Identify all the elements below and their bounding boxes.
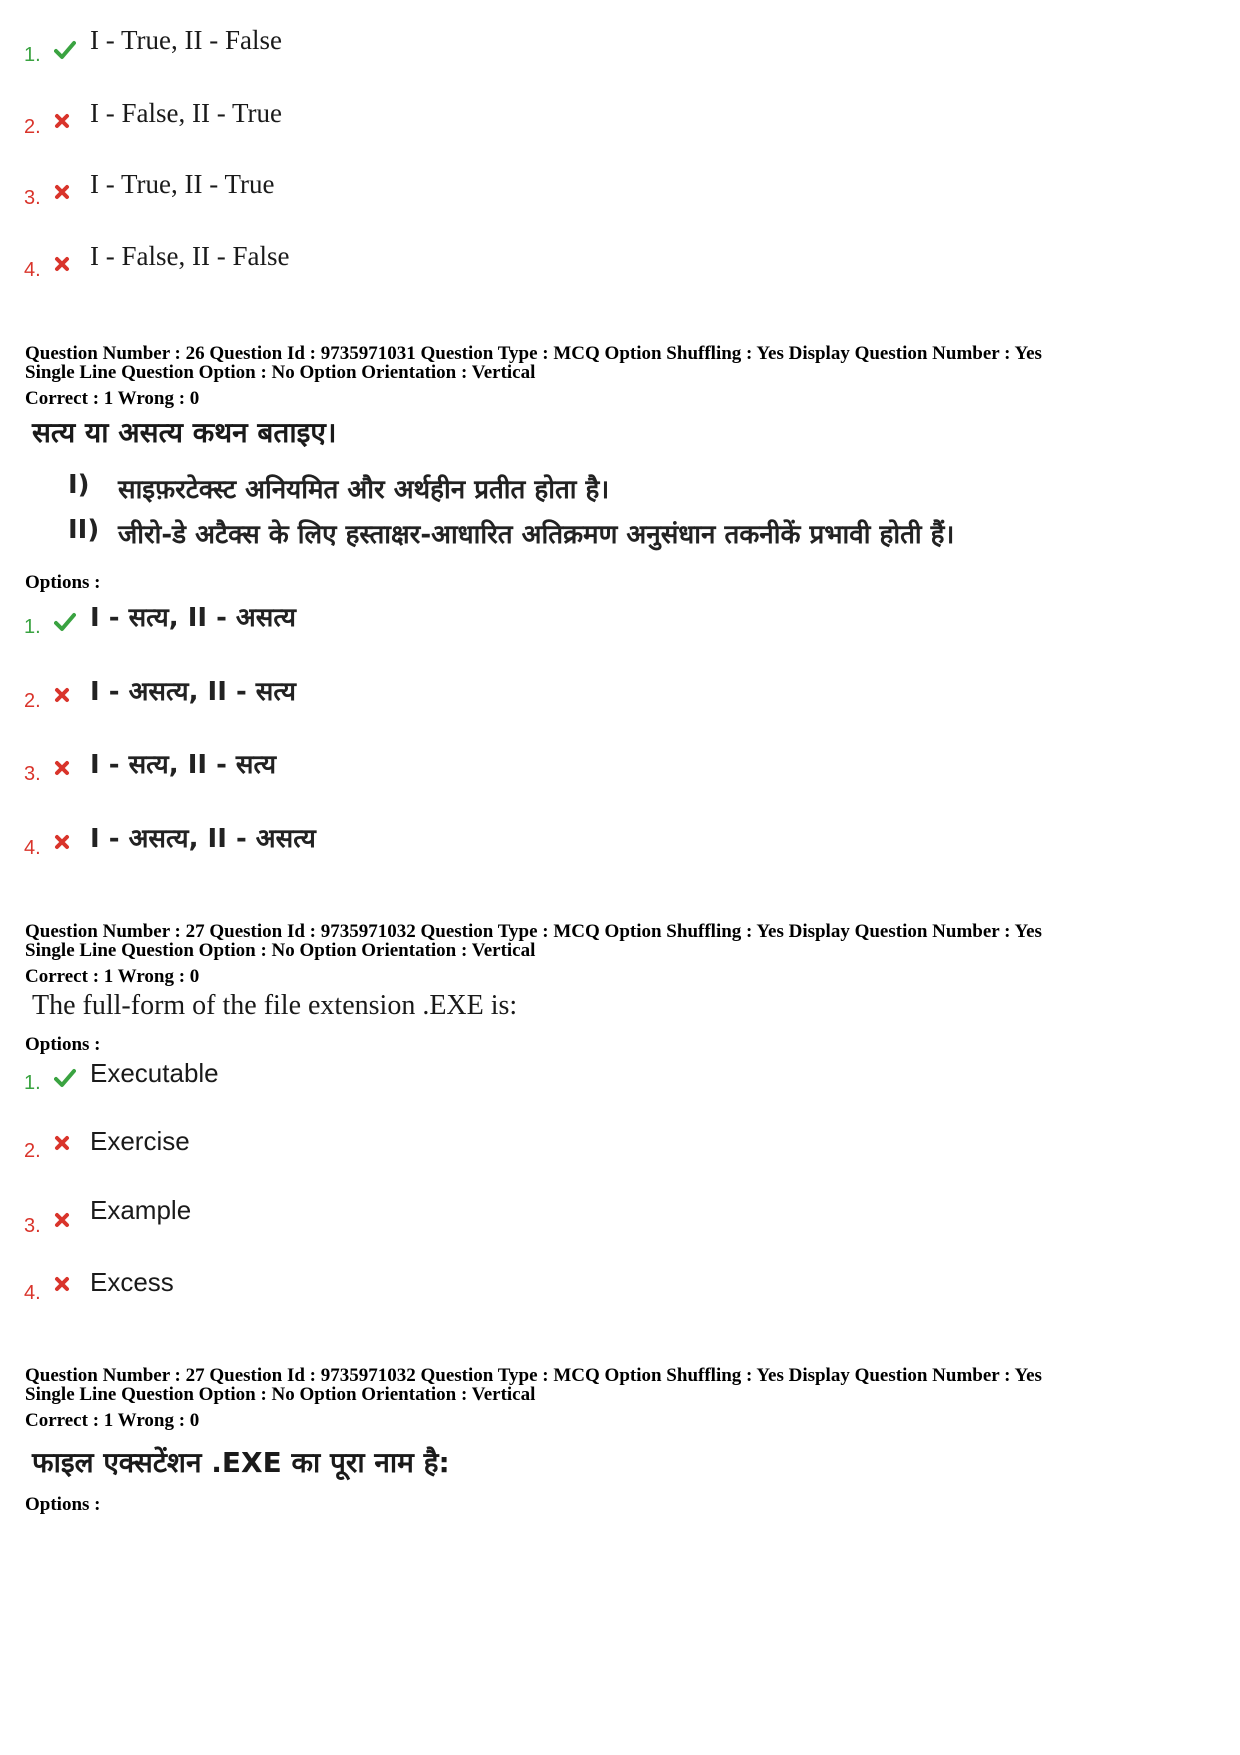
score-info: Correct : 1 Wrong : 0 [25,1410,200,1431]
cross-icon [54,760,70,776]
cross-icon [54,256,70,272]
option-number: 1. [24,1072,41,1094]
option-number: 4. [24,837,41,859]
option-text: I - सत्य, II - सत्य [90,750,277,780]
option-text: I - सत्य, II - असत्य [90,603,296,633]
option-text: I - True, II - False [90,25,282,55]
option-number: 3. [24,187,41,209]
option-number: 2. [24,116,41,138]
option-number: 3. [24,763,41,785]
options-label: Options : [25,1034,101,1055]
statement-text: जीरो-डे अटैक्स के लिए हस्ताक्षर-आधारित अतिक्रमण अनुसंधान तकनीकें प्रभावी होती हैं। [118,520,955,550]
statement-label: II) [68,515,100,545]
score-info: Correct : 1 Wrong : 0 [25,966,200,987]
statement-label: I) [68,470,90,500]
option-text: I - असत्य, II - असत्य [90,824,316,854]
option-text: I - False, II - True [90,98,282,128]
check-icon [54,612,76,632]
question-text: सत्य या असत्य कथन बताइए। [32,416,337,449]
cross-icon [54,184,70,200]
score-info: Correct : 1 Wrong : 0 [25,388,200,409]
option-number: 1. [24,44,41,66]
option-number: 4. [24,259,41,281]
option-number: 2. [24,690,41,712]
question-meta: Single Line Question Option : No Option Orientation : Vertical [25,940,536,961]
cross-icon [54,1276,70,1292]
question-meta: Single Line Question Option : No Option Orientation : Vertical [25,1384,536,1405]
cross-icon [54,113,70,129]
cross-icon [54,834,70,850]
option-number: 1. [24,616,41,638]
question-meta: Question Number : 26 Question Id : 9735971031 Question Type : MCQ Option Shuffling : Yes Display Question Number : Yes [25,343,1042,364]
question-meta: Single Line Question Option : No Option Orientation : Vertical [25,362,536,383]
option-text: Example [90,1195,192,1225]
options-label: Options : [25,1494,101,1515]
check-icon [54,1068,76,1088]
cross-icon [54,1212,70,1228]
statement-text: साइफ़रटेक्स्ट अनियमित और अर्थहीन प्रतीत होता है। [118,475,610,505]
question-meta: Question Number : 27 Question Id : 9735971032 Question Type : MCQ Option Shuffling : Yes Display Question Number : Yes [25,1365,1042,1386]
option-number: 4. [24,1282,41,1304]
question-text: The full-form of the file extension .EXE is: [32,990,518,1021]
option-number: 2. [24,1140,41,1162]
cross-icon [54,687,70,703]
option-text: Executable [90,1058,219,1088]
option-text: I - असत्य, II - सत्य [90,677,296,707]
check-icon [54,40,76,60]
option-text: I - True, II - True [90,169,275,199]
question-meta: Question Number : 27 Question Id : 9735971032 Question Type : MCQ Option Shuffling : Yes Display Question Number : Yes [25,921,1042,942]
options-label: Options : [25,572,101,593]
option-text: Exercise [90,1126,190,1156]
question-text: फाइल एक्सटेंशन .EXE का पूरा नाम है: [32,1446,450,1479]
option-text: Excess [90,1267,174,1297]
option-number: 3. [24,1215,41,1237]
option-text: I - False, II - False [90,241,290,271]
cross-icon [54,1135,70,1151]
